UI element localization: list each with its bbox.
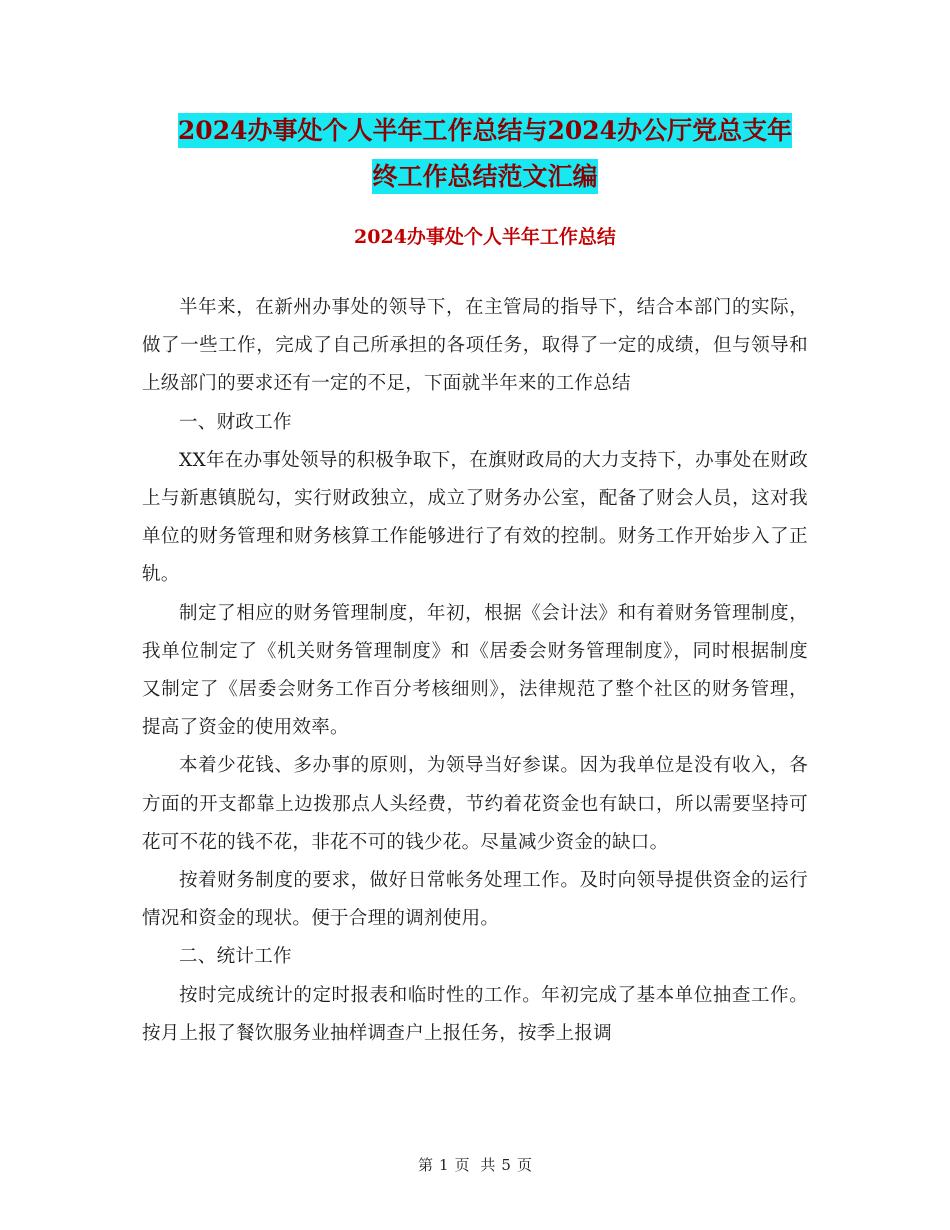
- document-title: [140, 108, 830, 200]
- paragraph-finance-independence: XX年在办事处领导的积极争取下，在旗财政局的大力支持下，办事处在财政上与新惠镇脱勾，实行财政独立，成立了财务办公室，配备了财会人员，这对我单位的财务管理和财务核算工作能够进行了有效的控制。财务工作开始步入了正轨。: [142, 449, 808, 586]
- footer-total-unit: 页: [516, 1156, 532, 1174]
- document-title-line-2: 终工作总结范文汇编: [372, 159, 597, 194]
- paragraph-spending-principle: 本着少花钱、多办事的原则，为领导当好参谋。因为我单位是没有收入，各方面的开支都靠上边拨那点人头经费，节约着花资金也有缺口，所以需要坚持可花可不花的钱不花，非花不可的钱少花。尽量减少资金的缺口。: [142, 755, 808, 853]
- footer-total-prefix: 共: [480, 1156, 496, 1174]
- document-title-line-1: 2024办事处个人半年工作总结与2024办公厅党总支年: [178, 113, 792, 148]
- section-title: 2024办事处个人半年工作总结: [354, 226, 616, 248]
- footer-current-page: 1: [439, 1156, 449, 1174]
- footer-page-unit: 页: [454, 1156, 470, 1174]
- document-body: [142, 289, 808, 1053]
- page-footer: [0, 1154, 950, 1176]
- paragraph-finance-rules: 制定了相应的财务管理制度，年初，根据《会计法》和有着财务管理制度，我单位制定了《机关财务管理制度》和《居委会财务管理制度》，同时根据制度又制定了《居委会财务工作百分考核细则》，法律规范了整个社区的财务管理，提高了资金的使用效率。: [142, 602, 808, 739]
- heading-finance-work: 一、财政工作: [179, 411, 292, 433]
- paragraph-daily-accounting: 按着财务制度的要求，做好日常帐务处理工作。及时向领导提供资金的运行情况和资金的现状。便于合理的调剂使用。: [142, 870, 808, 930]
- footer-prefix: 第: [418, 1156, 434, 1174]
- paragraph-intro: 半年来，在新州办事处的领导下，在主管局的指导下，结合本部门的实际，做了一些工作，完成了自己所承担的各项任务，取得了一定的成绩，但与领导和上级部门的要求还有一定的不足，下面就半年来的工作总结: [142, 297, 808, 395]
- footer-total-pages: 5: [501, 1156, 511, 1174]
- paragraph-statistics: 按时完成统计的定时报表和临时性的工作。年初完成了基本单位抽查工作。按月上报了餐饮服务业抽样调查户上报任务，按季上报调: [142, 984, 808, 1044]
- heading-statistics-work: 二、统计工作: [179, 946, 292, 968]
